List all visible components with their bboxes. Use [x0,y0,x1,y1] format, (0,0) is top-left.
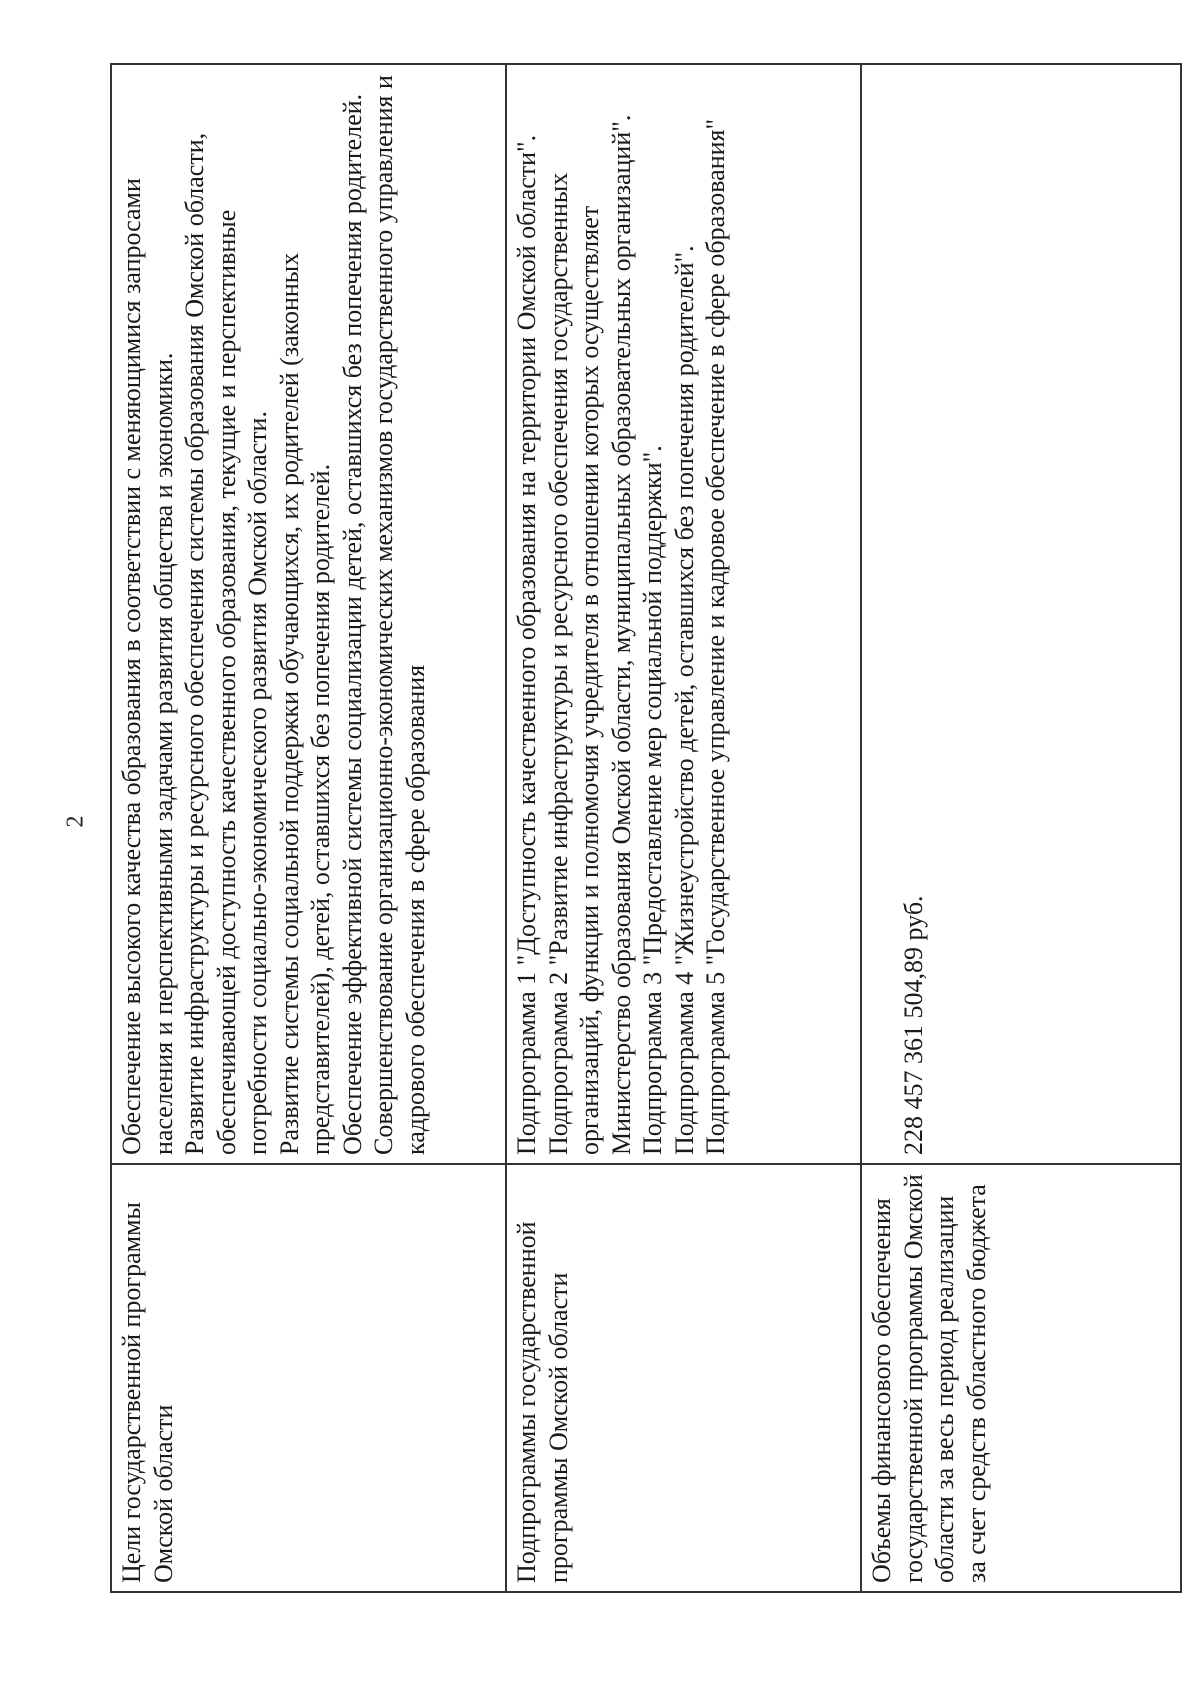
funding-label-cell [861,1164,1181,1592]
subprograms-content-cell [506,64,861,1164]
goal-item-2: Развитие инфраструктуры и ресурсного обеспечения системы образования Омской области, обеспечивающей доступность качественного образования, текущие и перспективные потребности социально-экономического развития Омской области. [180,132,272,1155]
goal-item-1: Обеспечение высокого качества образования в соответствии с меняющимися запросами населения и перспективными задачами развития общества и экономики. [117,178,178,1155]
goals-label: Цели государственной программы Омской области [117,1202,178,1583]
goals-content-cell [111,64,506,1164]
subprogram-item-4: Подпрограмма 4 "Жизнеустройство детей, оставшихся без попечения родителей". [669,245,699,1155]
funding-amount: 228 457 361 504,89 руб. [899,895,928,1155]
page-number: 2 [62,815,89,828]
funding-label: Объемы финансового обеспечения государственной программы Омской области за весь период реализации за счет средств областного бюджета [867,1174,991,1583]
goal-item-5: Совершенствование организационно-экономических механизмов государственного управления и кадрового обеспечения в сфере образования [369,75,430,1155]
table-row-funding [861,64,1181,1592]
passport-table-container [110,63,1182,1593]
subprogram-item-1: Подпрограмма 1 "Доступность качественного образования на территории Омской области". [512,134,541,1155]
goal-item-3: Развитие системы социальной поддержки обучающихся, их родителей (законных представителей), детей, оставшихся без попечения родителей. [274,252,335,1155]
subprogram-item-2: Подпрограмма 2 "Развитие инфраструктуры и ресурсного обеспечения государственных организаций, функции и полномочия учредителя в отношении которых осуществляет Министерство образования Омской области, муниципальных образовательных организаций". [543,114,636,1155]
subprogram-item-3: Подпрограмма 3 "Предоставление мер социальной поддержки". [638,445,667,1155]
rotated-page-content [110,63,1182,1593]
program-passport-table [110,63,1182,1593]
subprograms-label: Подпрограммы государственной программы Омской области [512,1221,573,1583]
funding-value-cell [861,64,1181,1164]
table-row-subprograms [506,64,861,1592]
subprograms-label-cell [506,1164,861,1592]
goal-item-4: Обеспечение эффективной системы социализации детей, оставшихся без попечения родителей. [337,93,367,1155]
table-row-goals [111,64,506,1592]
subprogram-item-5: Подпрограмма 5 "Государственное управление и кадровое обеспечение в сфере образования" [701,118,730,1155]
goals-label-cell [111,1164,506,1592]
